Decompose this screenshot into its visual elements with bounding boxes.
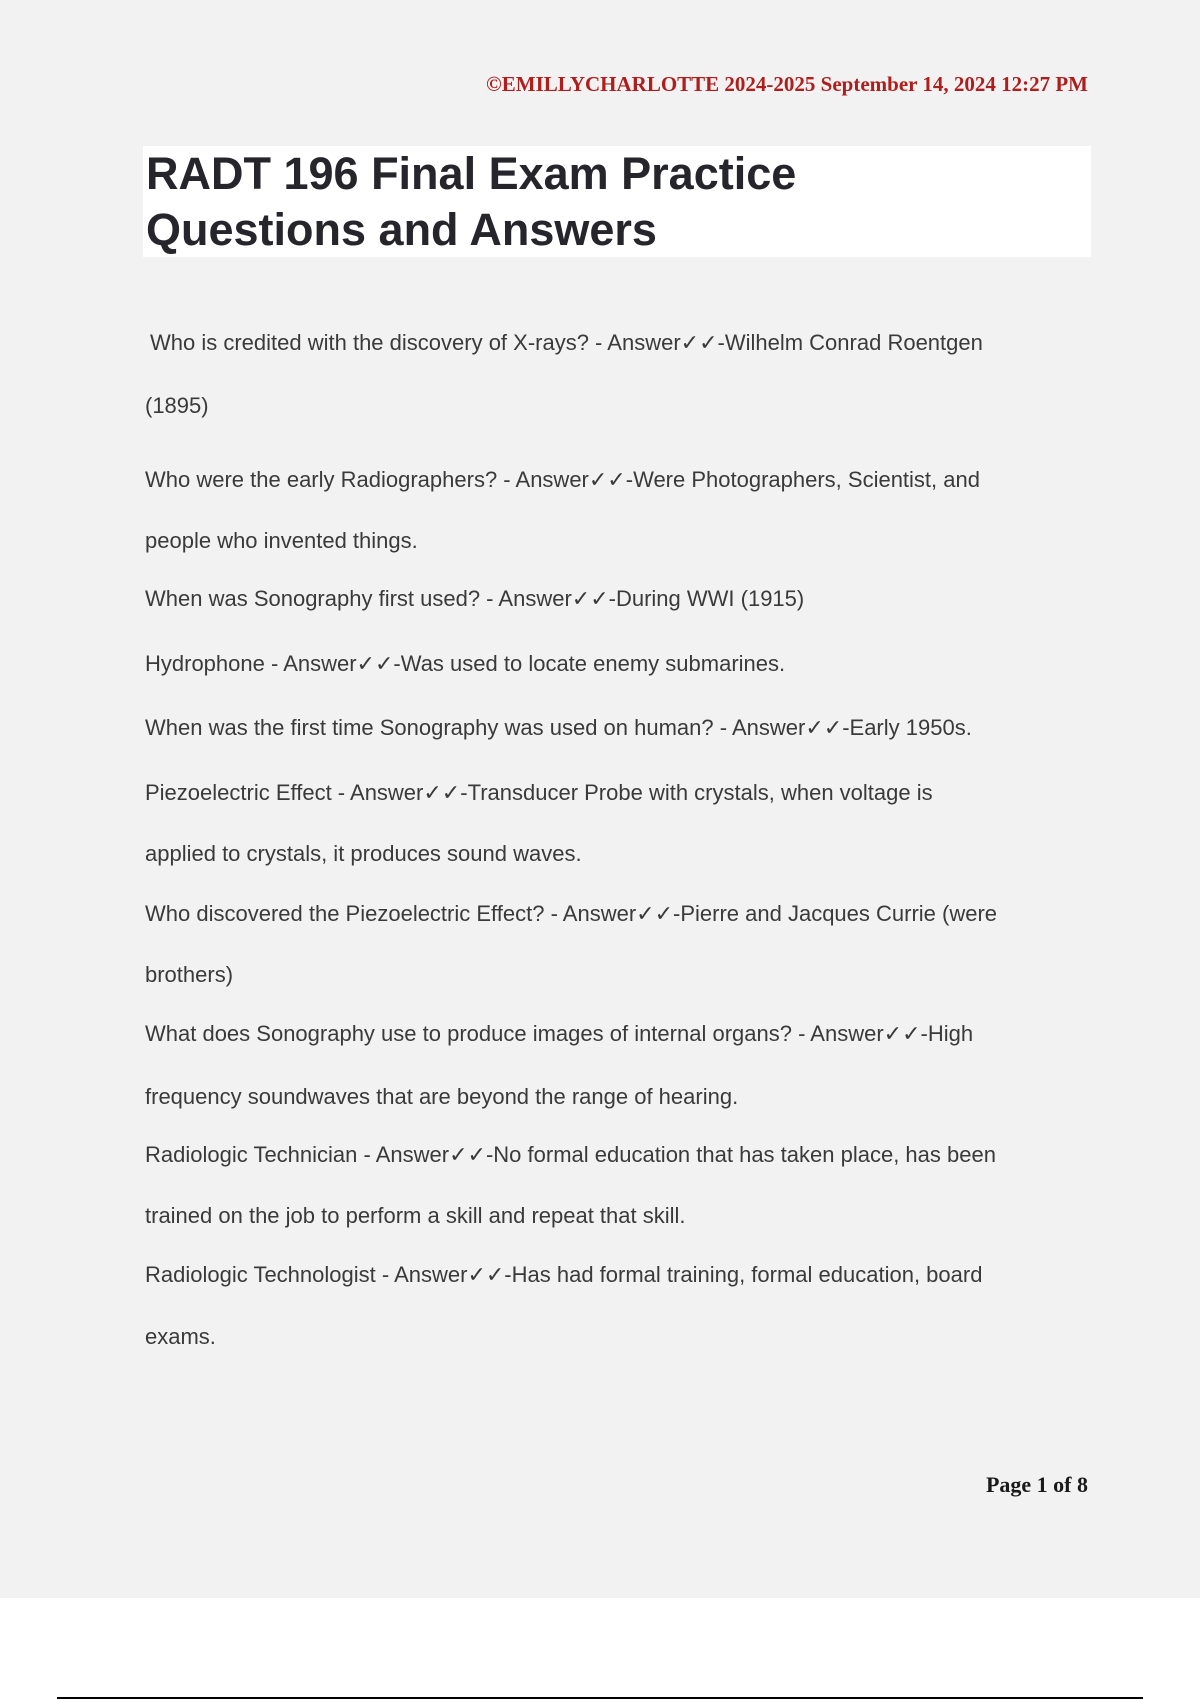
qa-line: (1895) xyxy=(145,393,209,418)
qa-line: Piezoelectric Effect - Answer✓✓-Transducer Probe with crystals, when voltage is xyxy=(145,780,933,805)
qa-line: Radiologic Technologist - Answer✓✓-Has had formal training, formal education, board xyxy=(145,1262,983,1287)
qa-line: Radiologic Technician - Answer✓✓-No formal education that has taken place, has been xyxy=(145,1142,996,1167)
title-line-2: Questions and Answers xyxy=(146,204,657,255)
qa-line: When was the first time Sonography was used on human? - Answer✓✓-Early 1950s. xyxy=(145,715,972,740)
qa-line: exams. xyxy=(145,1324,216,1349)
qa-line: Who were the early Radiographers? - Answer✓✓-Were Photographers, Scientist, and xyxy=(145,467,980,492)
qa-line: frequency soundwaves that are beyond the range of hearing. xyxy=(145,1084,739,1109)
qa-line: trained on the job to perform a skill and repeat that skill. xyxy=(145,1203,686,1228)
qa-line: Hydrophone - Answer✓✓-Was used to locate enemy submarines. xyxy=(145,651,786,676)
qa-line: Who is credited with the discovery of X-rays? - Answer✓✓-Wilhelm Conrad Roentgen xyxy=(150,330,983,355)
title-line-1: RADT 196 Final Exam Practice xyxy=(146,148,797,199)
bottom-divider xyxy=(57,1697,1143,1699)
qa-line: Who discovered the Piezoelectric Effect? - Answer✓✓-Pierre and Jacques Currie (were xyxy=(145,901,998,926)
qa-line: applied to crystals, it produces sound waves. xyxy=(145,841,582,866)
qa-line: brothers) xyxy=(145,962,234,987)
qa-line: people who invented things. xyxy=(145,528,418,553)
document-title xyxy=(146,146,796,258)
header-copyright: ©EMILLYCHARLOTTE 2024-2025 September 14, 2024 12:27 PM xyxy=(486,72,1088,96)
title-box xyxy=(143,146,1091,257)
qa-line: When was Sonography first used? - Answer✓✓-During WWI (1915) xyxy=(145,586,805,611)
page-number: Page 1 of 8 xyxy=(985,1472,1088,1497)
qa-line: What does Sonography use to produce images of internal organs? - Answer✓✓-High xyxy=(145,1021,974,1046)
